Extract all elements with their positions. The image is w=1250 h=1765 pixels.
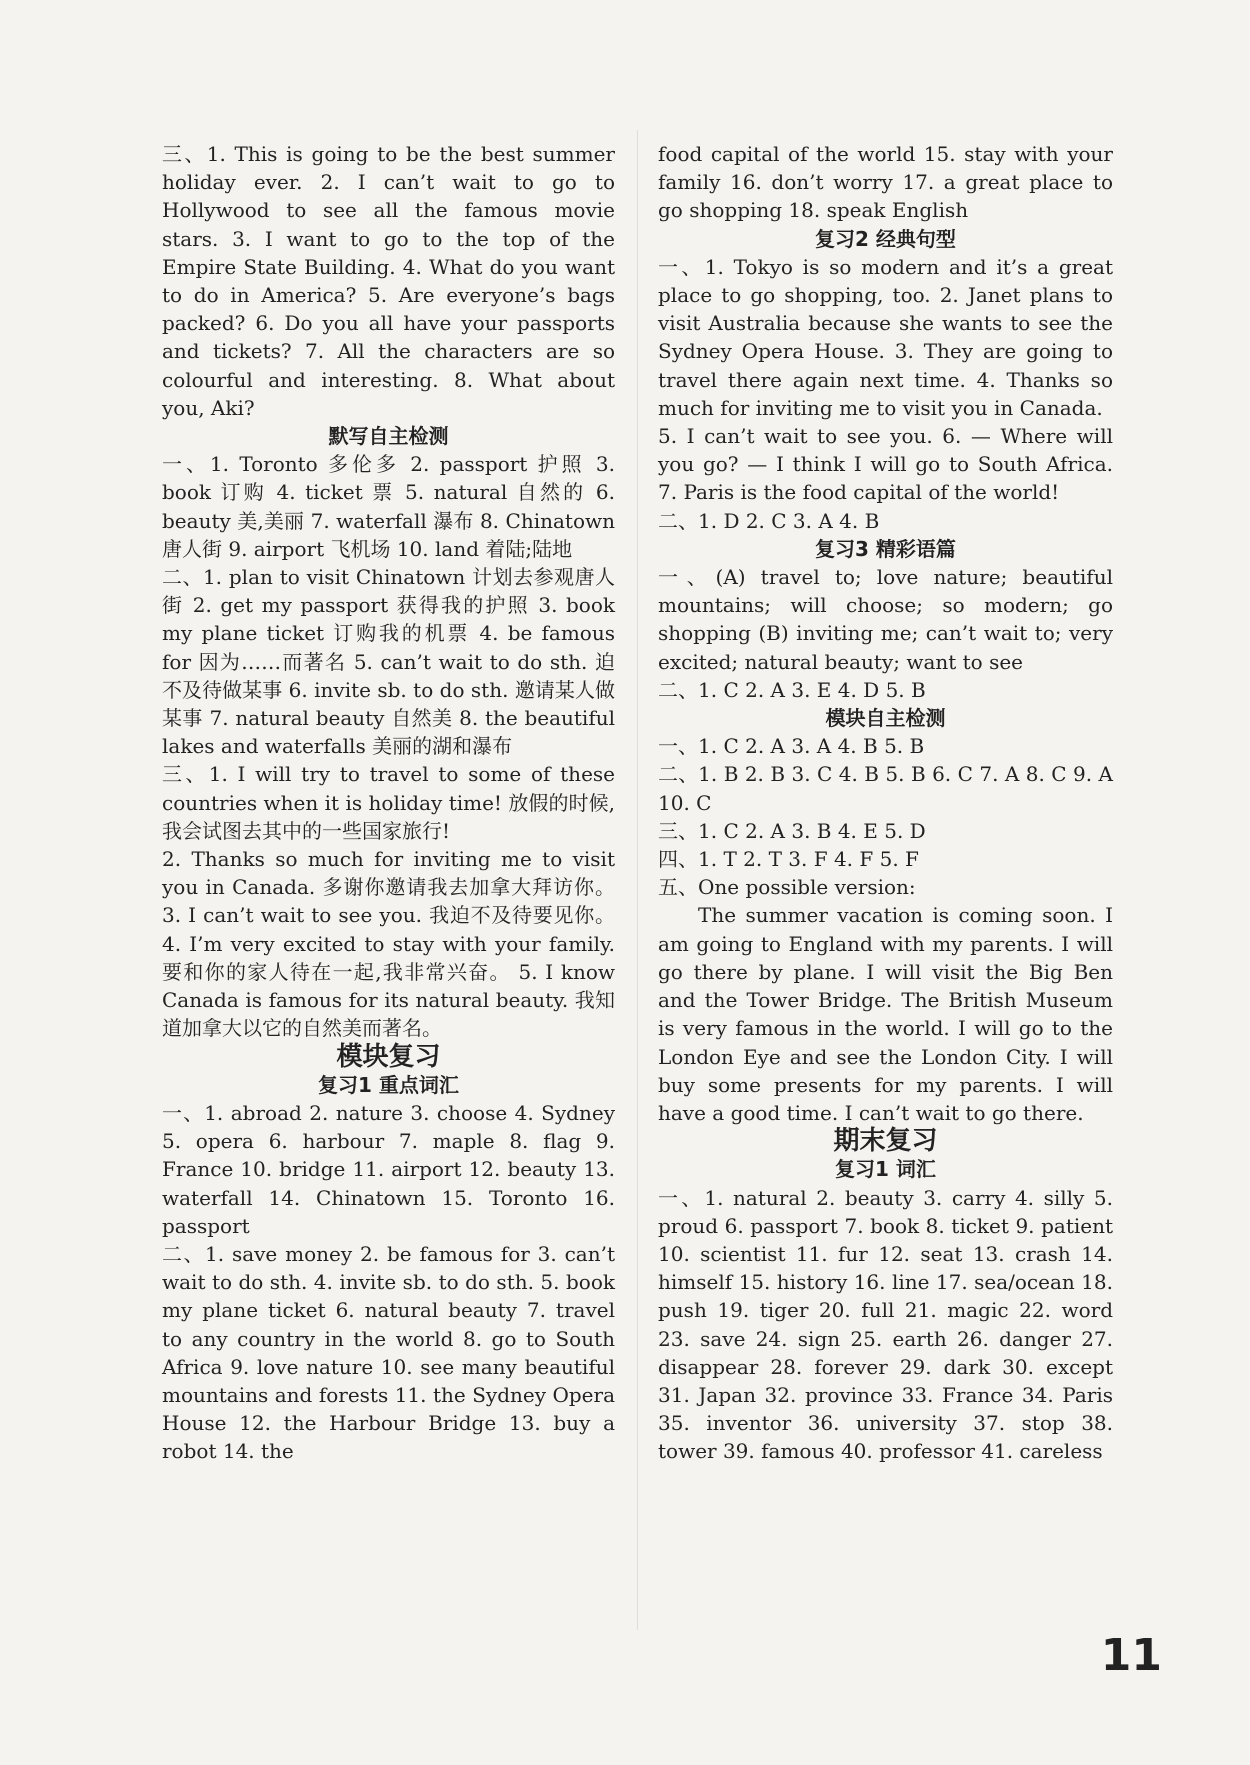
section-heading: 复习2 经典句型	[815, 226, 956, 251]
answer-paragraph: 三、1. C 2. A 3. B 4. E 5. D	[658, 818, 926, 843]
answer-paragraph: 二、1. save money 2. be famous for 3. can’t wait to do sth. 4. invite sb. to do sth. 5. book my plane ticket 6. natural beauty 7. travel to any country in the world 8. go to South Africa 9. love nature 10. see many beautiful mountains and forests 11. the Sydney Opera House 12. the Harbour Bridge 13. buy a robot 14. the	[162, 1241, 615, 1464]
answer-paragraph: 一、1. abroad 2. nature 3. choose 4. Sydney 5. opera 6. harbour 7. maple 8. flag 9. France 10. bridge 11. airport 12. beauty 13. waterfall 14. Chinatown 15. Toronto 16. passport	[162, 1100, 615, 1238]
answer-paragraph: 一、1. C 2. A 3. A 4. B 5. B	[658, 734, 925, 759]
answer-paragraph: 四、1. T 2. T 3. F 4. F 5. F	[658, 847, 919, 872]
answer-paragraph: 五、One possible version:	[658, 875, 916, 900]
right-column	[658, 140, 1113, 1466]
answer-paragraph: 二、1. C 2. A 3. E 4. D 5. B	[658, 677, 926, 702]
answer-paragraph: 三、1. I will try to travel to some of these countries when it is holiday time! 放假的时候,我会试图去其中的一些国家旅行!	[162, 762, 615, 843]
answer-paragraph: 二、1. plan to visit Chinatown 计划去参观唐人街 2. get my passport 获得我的护照 3. book my plane ticket 订购我的机票 4. be famous for 因为……而著名 5. can’t wait to do sth. 迫不及待做某事 6. invite sb. to do sth. 邀请某人做某事 7. natural beauty 自然美 8. the beautiful lakes and waterfalls 美丽的湖和瀑布	[162, 565, 615, 759]
answer-paragraph: 5. I can’t wait to see you. 6. — Where will you go? — I think I will go to South Africa. 7. Paris is the food capital of the world!	[658, 424, 1113, 505]
answer-paragraph: food capital of the world 15. stay with your family 16. don’t worry 17. a great place to go shopping 18. speak English	[658, 142, 1113, 223]
column-divider	[637, 130, 638, 1630]
section-heading: 复习1 词汇	[835, 1157, 936, 1182]
answer-paragraph: 一、1. Toronto 多伦多 2. passport 护照 3. book 订购 4. ticket 票 5. natural 自然的 6. beauty 美,美丽 7. waterfall 瀑布 8. Chinatown 唐人街 9. airport 飞机场 10. land 着陆;陆地	[162, 452, 615, 561]
page-number: 11	[1100, 1630, 1162, 1681]
answer-paragraph: 二、1. D 2. C 3. A 4. B	[658, 508, 880, 533]
chapter-heading: 期末复习	[833, 1126, 938, 1157]
essay-paragraph: The summer vacation is coming soon. I am going to England with my parents. I will go there by plane. I will visit the Big Ben and the Tower Bridge. The British Museum is very famous in the world. I will go to the London Eye and see the London City. I will buy some presents for my parents. I will have a good time. I can’t wait to go there.	[658, 903, 1113, 1125]
section-heading: 模块自主检测	[825, 706, 946, 731]
left-column	[162, 140, 615, 1466]
answer-paragraph: 二、1. B 2. B 3. C 4. B 5. B 6. C 7. A 8. C 9. A 10. C	[658, 762, 1113, 815]
section-heading: 复习1 重点词汇	[318, 1072, 459, 1097]
answer-paragraph: 一、1. Tokyo is so modern and it’s a great place to go shopping, too. 2. Janet plans to visit Australia because she wants to see the Sydney Opera House. 3. They are going to travel there again next time. 4. Thanks so much for inviting me to visit you in Canada.	[658, 254, 1113, 420]
answer-paragraph: 一、(A) travel to; love nature; beautiful mountains; will choose; so modern; go shopping (B) inviting me; can’t wait to; very excited; natural beauty; want to see	[658, 565, 1113, 674]
chapter-heading: 模块复习	[336, 1041, 441, 1072]
answer-paragraph: 一、1. natural 2. beauty 3. carry 4. silly 5. proud 6. passport 7. book 8. ticket 9. patient 10. scientist 11. fur 12. seat 13. crash 14. himself 15. history 16. line 17. sea/ocean 18. push 19. tiger 20. full 21. magic 22. word 23. save 24. sign 25. earth 26. danger 27. disappear 28. forever 29. dark 30. except 31. Japan 32. province 33. France 34. Paris 35. inventor 36. university 37. stop 38. tower 39. famous 40. professor 41. careless	[658, 1185, 1113, 1464]
section-heading: 默写自主检测	[328, 424, 449, 449]
section-heading: 复习3 精彩语篇	[815, 536, 956, 561]
answer-paragraph: 2. Thanks so much for inviting me to visit you in Canada. 多谢你邀请我去加拿大拜访你。 3. I can’t wait to see you. 我迫不及待要见你。 4. I’m very excited to stay with your family. 要和你的家人待在一起,我非常兴奋。 5. I know Canada is famous for its natural beauty. 我知道加拿大以它的自然美而著名。	[162, 847, 615, 1041]
answer-paragraph: 三、1. This is going to be the best summer holiday ever. 2. I can’t wait to go to Hollywood to see all the famous movie stars. 3. I want to go to the top of the Empire State Building. 4. What do you want to do in America? 5. Are everyone’s bags packed? 6. Do you all have your passports and tickets? 7. All the characters are so colourful and interesting. 8. What about you, Aki?	[162, 142, 615, 420]
